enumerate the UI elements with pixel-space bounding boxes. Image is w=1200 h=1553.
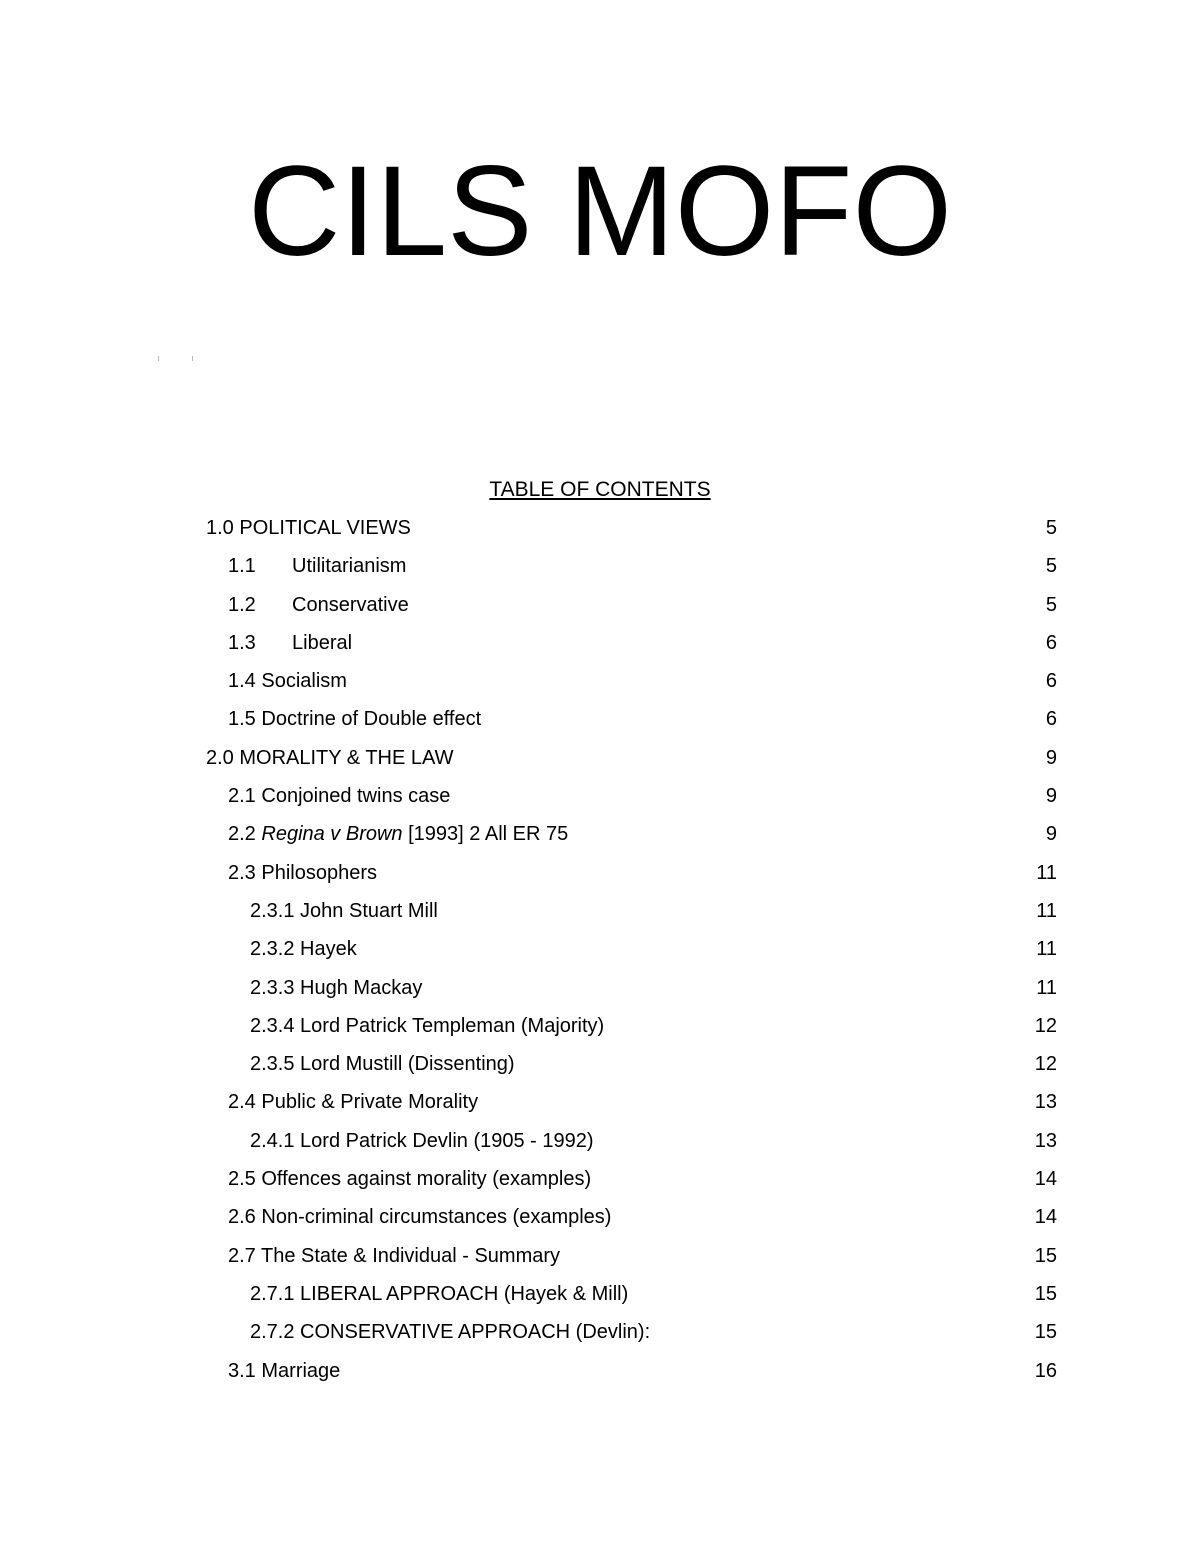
toc-entry-page-number: 11 bbox=[1036, 976, 1057, 999]
toc-entry-title bbox=[250, 976, 422, 1000]
toc-entry-text: The State & Individual - Summary bbox=[261, 1244, 561, 1267]
toc-entry-page-number: 6 bbox=[1045, 631, 1057, 654]
toc-entry-number: 1.0 bbox=[206, 517, 234, 539]
toc-entry-page-number: 15 bbox=[1034, 1282, 1057, 1305]
toc-entry-title bbox=[250, 1014, 604, 1038]
toc-entry-text: Liberal bbox=[292, 631, 353, 654]
toc-entry-text: Lord Patrick Devlin (1905 - 1992) bbox=[300, 1129, 594, 1152]
toc-entry[interactable] bbox=[0, 554, 1200, 592]
toc-entry-title bbox=[228, 822, 568, 846]
toc-entry-number: 2.7 bbox=[228, 1244, 256, 1267]
toc-entry-number: 1.1 bbox=[228, 555, 256, 578]
toc-entry-text: [1993] 2 All ER 75 bbox=[402, 823, 569, 846]
toc-entry-title bbox=[228, 784, 450, 808]
toc-entry-number: 2.3.3 bbox=[250, 976, 295, 999]
toc-entry-page-number: 12 bbox=[1034, 1053, 1057, 1076]
toc-entry-page-number: 13 bbox=[1034, 1129, 1057, 1152]
toc-entry-text: Hayek bbox=[300, 938, 357, 961]
toc-entry-title bbox=[206, 746, 454, 770]
table-of-contents bbox=[0, 516, 1200, 1397]
toc-entry-page-number: 11 bbox=[1036, 938, 1057, 961]
document-title: CILS MOFO bbox=[247, 140, 953, 283]
toc-entry-text: CONSERVATIVE APPROACH (Devlin): bbox=[300, 1321, 651, 1344]
toc-entry-title bbox=[228, 861, 377, 885]
toc-entry-text: Non-criminal circumstances (examples) bbox=[261, 1206, 612, 1229]
toc-entry-page-number: 9 bbox=[1045, 785, 1057, 808]
toc-entry-text: Doctrine of Double effect bbox=[261, 708, 482, 731]
toc-entry-number: 2.4 bbox=[228, 1091, 256, 1114]
toc-entry[interactable] bbox=[0, 937, 1200, 975]
toc-entry-number: 2.7.2 bbox=[250, 1321, 295, 1344]
toc-entry-number: 2.6 bbox=[228, 1206, 256, 1229]
ruler-tick-mark bbox=[158, 356, 159, 361]
toc-entry-page-number: 5 bbox=[1045, 593, 1057, 616]
toc-entry-text: POLITICAL VIEWS bbox=[239, 517, 411, 539]
toc-entry-title bbox=[228, 1359, 340, 1383]
toc-entry-title bbox=[250, 937, 357, 961]
toc-entry-number: 2.3.2 bbox=[250, 938, 295, 961]
toc-entry-text: Offences against morality (examples) bbox=[261, 1168, 592, 1191]
toc-entry[interactable] bbox=[0, 861, 1200, 899]
toc-entry-title bbox=[250, 1282, 628, 1306]
toc-entry-case-name: Regina v Brown bbox=[261, 823, 403, 846]
toc-entry-text: Public & Private Morality bbox=[261, 1091, 479, 1114]
toc-entry-page-number: 6 bbox=[1045, 670, 1057, 693]
toc-entry-title bbox=[228, 1244, 560, 1268]
toc-entry[interactable] bbox=[0, 976, 1200, 1014]
toc-entry[interactable] bbox=[0, 1167, 1200, 1205]
toc-entry-number: 1.5 bbox=[228, 708, 256, 731]
toc-entry-text: John Stuart Mill bbox=[300, 899, 438, 922]
toc-entry[interactable] bbox=[0, 1052, 1200, 1090]
toc-entry-text: Conservative bbox=[292, 593, 409, 616]
toc-entry-page-number: 15 bbox=[1034, 1321, 1057, 1344]
toc-entry-title bbox=[250, 899, 438, 923]
toc-entry-number: 2.3.4 bbox=[250, 1014, 295, 1037]
toc-entry[interactable] bbox=[0, 784, 1200, 822]
toc-entry[interactable] bbox=[0, 1014, 1200, 1052]
toc-entry[interactable] bbox=[0, 516, 1200, 554]
toc-entry-number: 2.2 bbox=[228, 823, 256, 846]
toc-entry-text: Conjoined twins case bbox=[261, 785, 451, 808]
toc-entry[interactable] bbox=[0, 1359, 1200, 1397]
toc-entry[interactable] bbox=[0, 899, 1200, 937]
toc-entry-number: 1.3 bbox=[228, 631, 256, 654]
toc-entry-number: 2.4.1 bbox=[250, 1129, 295, 1152]
toc-entry-title bbox=[206, 516, 411, 540]
toc-entry-page-number: 9 bbox=[1045, 823, 1057, 846]
toc-entry-number: 2.0 bbox=[206, 746, 234, 769]
toc-entry-page-number: 9 bbox=[1045, 746, 1057, 769]
toc-entry-number: 2.5 bbox=[228, 1168, 256, 1191]
toc-entry-text: Utilitarianism bbox=[292, 555, 407, 578]
toc-entry[interactable] bbox=[0, 1282, 1200, 1320]
toc-entry-number: 2.1 bbox=[228, 785, 256, 808]
toc-entry[interactable] bbox=[0, 1320, 1200, 1358]
toc-heading: TABLE OF CONTENTS bbox=[489, 478, 711, 501]
toc-entry-page-number: 14 bbox=[1034, 1206, 1057, 1229]
toc-entry-title bbox=[228, 554, 406, 578]
toc-entry[interactable] bbox=[0, 822, 1200, 860]
toc-entry-page-number: 11 bbox=[1036, 861, 1057, 884]
toc-entry[interactable] bbox=[0, 1129, 1200, 1167]
toc-entry-text: MORALITY & THE LAW bbox=[239, 746, 454, 769]
toc-entry-number: 1.2 bbox=[228, 593, 256, 616]
toc-entry[interactable] bbox=[0, 1244, 1200, 1282]
toc-entry-number: 1.4 bbox=[228, 670, 256, 693]
toc-entry-title bbox=[250, 1320, 650, 1344]
toc-entry-number: 3.1 bbox=[228, 1359, 256, 1382]
toc-entry-page-number: 11 bbox=[1036, 899, 1057, 922]
toc-entry-title bbox=[228, 1090, 478, 1114]
toc-entry-text: Hugh Mackay bbox=[300, 976, 423, 999]
toc-entry-page-number: 6 bbox=[1045, 708, 1057, 731]
toc-entry[interactable] bbox=[0, 1090, 1200, 1128]
toc-entry[interactable] bbox=[0, 707, 1200, 745]
toc-entry-number: 2.3 bbox=[228, 861, 256, 884]
toc-entry-text: LIBERAL APPROACH (Hayek & Mill) bbox=[300, 1282, 629, 1305]
toc-entry-page-number: 15 bbox=[1034, 1244, 1057, 1267]
toc-entry[interactable] bbox=[0, 593, 1200, 631]
toc-entry[interactable] bbox=[0, 1205, 1200, 1243]
ruler-tick-mark bbox=[192, 356, 193, 361]
toc-entry-text: Philosophers bbox=[261, 861, 377, 884]
toc-entry-title bbox=[228, 593, 409, 617]
toc-entry-page-number: 12 bbox=[1034, 1014, 1057, 1037]
toc-entry-text: Lord Patrick Templeman (Majority) bbox=[300, 1014, 605, 1037]
toc-entry-title bbox=[228, 669, 347, 693]
toc-entry-title bbox=[228, 707, 481, 731]
toc-entry-page-number: 14 bbox=[1034, 1168, 1057, 1191]
toc-entry-number: 2.3.1 bbox=[250, 899, 295, 922]
toc-entry-text: Lord Mustill (Dissenting) bbox=[300, 1053, 515, 1076]
toc-entry[interactable] bbox=[0, 631, 1200, 669]
toc-entry-number: 2.3.5 bbox=[250, 1053, 295, 1076]
toc-entry[interactable] bbox=[0, 669, 1200, 707]
toc-entry-page-number: 5 bbox=[1045, 517, 1057, 539]
toc-entry[interactable] bbox=[0, 746, 1200, 784]
toc-entry-title bbox=[228, 631, 352, 655]
toc-entry-title bbox=[228, 1167, 591, 1191]
toc-entry-title bbox=[250, 1052, 515, 1076]
toc-entry-page-number: 16 bbox=[1034, 1359, 1057, 1382]
toc-entry-title bbox=[228, 1205, 611, 1229]
toc-entry-text: Socialism bbox=[261, 670, 347, 693]
toc-entry-title bbox=[250, 1129, 594, 1153]
toc-entry-number: 2.7.1 bbox=[250, 1282, 295, 1305]
toc-entry-text: Marriage bbox=[261, 1359, 341, 1382]
toc-entry-page-number: 5 bbox=[1045, 555, 1057, 578]
toc-entry-page-number: 13 bbox=[1034, 1091, 1057, 1114]
